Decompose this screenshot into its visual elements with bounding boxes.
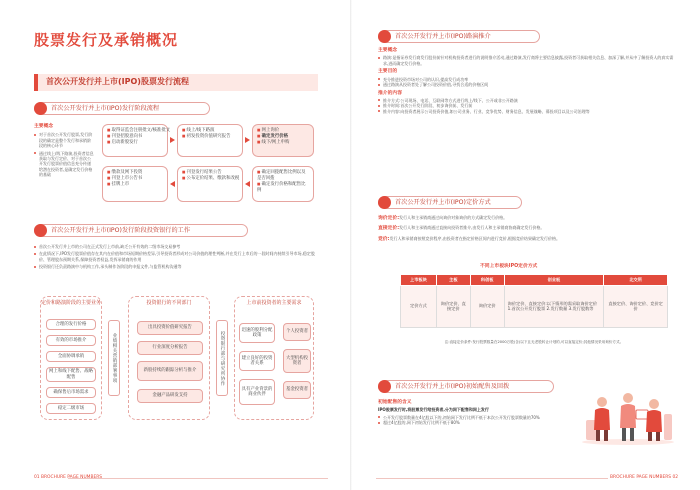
need-item: 具有产业背景的商业伙伴 [239, 379, 275, 405]
investor-target: 基金投资者 [283, 381, 311, 399]
ib-work-bullets [34, 244, 320, 270]
table-cell: 询价定价 [470, 285, 504, 327]
content-bullet: 推介内容:向投资者展示公司投资价值,如公司业务、行业、竞争优势、财务信息、发展战略、募投项目以及公司治理等 [378, 109, 674, 114]
allocation-bullet: 公开发行股票数量在4亿股以下的,初始网下发行比例不低于本次公开发行股票数量的70% [378, 415, 578, 420]
method-label: 竞价: [378, 236, 390, 242]
subheading: 主要概念 [378, 48, 398, 53]
vertical-label-box: 投资银行部与研究所协作 [216, 320, 228, 396]
table-row [401, 285, 668, 327]
table-header: 北交所 [604, 275, 668, 286]
flow-step-result: ■ 缴款及网下投资 ■ 刊登上市公告书 ■ 挂牌上市 [102, 166, 168, 202]
subheading: 推介的内容 [378, 90, 402, 96]
flow-step-clawback: ■ 确定回拨配售比例以及是否回拨 ■ 确定发行价格和配售比例 [252, 166, 314, 202]
investor-needs-panel: 上市前投资者的主要需求 迅速的股利分配政策 建立良好的投资者关系 具有产业背景的商业伙伴 个人投资者 大型机构投资者 基金投资者 [234, 296, 314, 420]
block-title-pricing-method: 首次公开发行并上市(IPO)定价方式 [378, 196, 522, 209]
subheading: 初始配售的含义 [378, 400, 412, 405]
flow-step-roadshow: ■ 线上/线下路演 ■ 初发投资价值研究报告 [177, 124, 243, 157]
method-label: 直接定价: [378, 226, 400, 232]
dept-item: 金融产品研发支持 [137, 389, 203, 403]
pricing-item: 网上和线下配售、战略配售 [46, 367, 96, 382]
arrow-left-icon [245, 181, 250, 187]
arrow-left-icon [170, 181, 175, 187]
ib-work-bullet: 在此情况下,IPO发行股票价值存在其内在价值和市场短期价格差异,引导投资者形成对公司价值的理性判断,并在发行上市后的一段时间内持续引导市场,稳定股价、管理股东预期关系,保障投资者权益,发挥承销商的作用 [34, 251, 320, 262]
arrow-right-icon [245, 137, 250, 143]
footer-rule [68, 478, 328, 479]
roadshow-text [378, 48, 674, 114]
table-header: 科创板 [470, 275, 504, 286]
block-title-roadshow: 首次公开发行并上市(IPO)路演推介 [378, 30, 540, 43]
allocation-text [378, 400, 578, 426]
subheading: 主要目的 [378, 69, 398, 75]
dept-item: 新股持续的跟踪分析与推介 [137, 361, 203, 381]
table-cell: 询价定价、直接定价:以下情形的需采取询价定价 1.首次公开发行股票 2.发行数量 3.发行股数等 [504, 285, 604, 327]
arrow-right-icon [170, 137, 175, 143]
dept-item: 出具投资价值研究报告 [137, 321, 203, 335]
bullet-dot-icon [34, 102, 47, 115]
table-note: 注:直接定价条件:发行股票数量在2000万股(含)以下且无老股转让计划的,可以直接定价;其他情况采用询价方式。 [444, 340, 624, 344]
table-header-row [401, 275, 668, 286]
bullet-dot-icon [378, 30, 391, 43]
block-title-allocation: 首次公开发行并上市(IPO)初始配售及回拨 [378, 380, 554, 393]
ib-work-bullet: 投资银行还负责路演中与机构工作,承头制作各阶段的申报文件,与监管机构沟通等 [34, 264, 320, 269]
bullet-dot-icon [378, 380, 391, 393]
right-page [352, 0, 700, 490]
purpose-bullet: 通过路演从投资者处了解公司投资价值,寻找合适的价格区间 [378, 82, 674, 87]
roadshow-definition: 路演:是指证券发行商发行股份前针对机构投资者进行的说明推介活动,通过路演,发行商将主要信息披露,投资者可获取相关信息、加深了解,并从中了解投资人的真实需求,进而确定发行价格。 [378, 55, 674, 66]
concept-heading: 主要概念 [34, 124, 54, 129]
concept-bullet: 对于首次公开发行股票,发行阶段的确定是整个发行和承销阶段的核心环节 [34, 132, 94, 148]
section-heading-text: 首次公开发行并上市(IPO)股票发行流程 [46, 77, 189, 86]
block-title-issue-flow: 首次公开发行并上市(IPO)发行阶段流程 [34, 102, 210, 115]
allocation-definition: IPO股票发行时,将股票发行给投资者,分为网下配售和网上发行 [378, 407, 489, 413]
vertical-label-box: 业绩相关营销部署事项 [108, 320, 120, 396]
pricing-method-text [378, 215, 674, 243]
flow-step-pricing: ■ 网上询价 ■ 确定发行价格 ■ 线下/网上申购 [252, 124, 314, 157]
section-heading [34, 74, 318, 91]
table-cell: 直接定价、询价定价、竞价定价 [604, 285, 668, 327]
flow-step-approval: ■ 取得证监会注册批文/核准批文 ■ 刊登招股意向书 ■ 启动新股发行 [102, 124, 168, 157]
ib-work-bullet: 首次公开发行并上市的公司在正式发行上市前,缺乏公开有效的二级市场交易参考 [34, 244, 320, 249]
dept-item: 行业深度分析报告 [137, 341, 203, 355]
footer-rule [376, 478, 608, 479]
pricing-item: 有效的市场推介 [46, 335, 96, 346]
method-label: 询价定价: [378, 216, 400, 221]
need-item: 建立良好的投资者关系 [239, 351, 275, 371]
table-title: 不同上市板块IPO定价方式 [480, 264, 538, 269]
page-number-footer: BROCHURE PAGE NUMBERS 02 [610, 475, 679, 480]
method-desc: 发行人和主承销商通过直接向投资者推介,由发行人和主承销商协商确定发行价格。 [399, 225, 545, 231]
method-desc: 发行人和主承销商通过向询价对象询价的方式确定发行价格。 [399, 215, 508, 220]
content-bullet: 推介时间:首次公开发行阶段、初步询价前、发行前 [378, 103, 674, 108]
table-header: 创业板 [504, 275, 604, 286]
bullet-dot-icon [378, 196, 391, 209]
page-title: 股票发行及承销概况 [34, 31, 179, 49]
block-title-investment-bank-work: 首次公开发行并上市(IPO)发行阶段投资银行的工作 [34, 224, 248, 237]
investor-target: 大型机构投资者 [283, 349, 311, 373]
content-bullet: 推介方式:公司现场、电话、互联网等方式进行线上/线下、公开或非公开路演 [378, 98, 674, 103]
table-header: 上市板块 [401, 275, 437, 286]
flow-step-announce: ■ 刊登发行结果公告 ■ 公布定价结果、缴款和改税 [177, 166, 243, 202]
people-illustration [580, 384, 676, 446]
pricing-roadshow-panel: 定价和路演阶段的主要业务 合理的发行价格 有效的市场推介 全面协调承销 网上和线下配售、战略配售 确保售后市场需求 稳定二级市场 [40, 296, 102, 420]
purpose-bullet: 充分推进投资市场对公司的认识,提高发行成功率 [378, 77, 674, 82]
need-item: 迅速的股利分配政策 [239, 323, 275, 343]
table-cell: 定价方式 [401, 285, 437, 327]
concept-column [34, 124, 94, 178]
bullet-dot-icon [34, 224, 47, 237]
page-number-footer: 01 BROCHURE PAGE NUMBERS [34, 475, 103, 480]
allocation-bullet: 超过4亿股的,网下初始发行比例不低于80% [378, 420, 578, 425]
concept-bullet: 通过线上/线下路演,投资者信息获取与发行定价、对于首次公开发行股票价值信息充分传递给潜在投资者,是确定发行价格的基础 [34, 151, 94, 178]
investor-target: 个人投资者 [283, 323, 311, 341]
table-header: 主板 [436, 275, 470, 286]
pricing-item: 全面协调承销 [46, 351, 96, 362]
pricing-item: 合理的发行价格 [46, 319, 96, 330]
method-desc: 发行人和承销商按照竞价程序,由投资者在指定价格区间内进行竞价,根据竞价结果确定发行价格。 [389, 235, 561, 241]
pricing-item: 确保售后市场需求 [46, 387, 96, 398]
table-cell: 询价定价、直接定价 [436, 285, 470, 327]
ib-departments-panel: 投资银行的不同部门 出具投资价值研究报告 行业深度分析报告 新股持续的跟踪分析与推介 金融产品研发支持 [128, 296, 210, 420]
ipo-pricing-table [400, 274, 668, 328]
pricing-item: 稳定二级市场 [46, 403, 96, 414]
